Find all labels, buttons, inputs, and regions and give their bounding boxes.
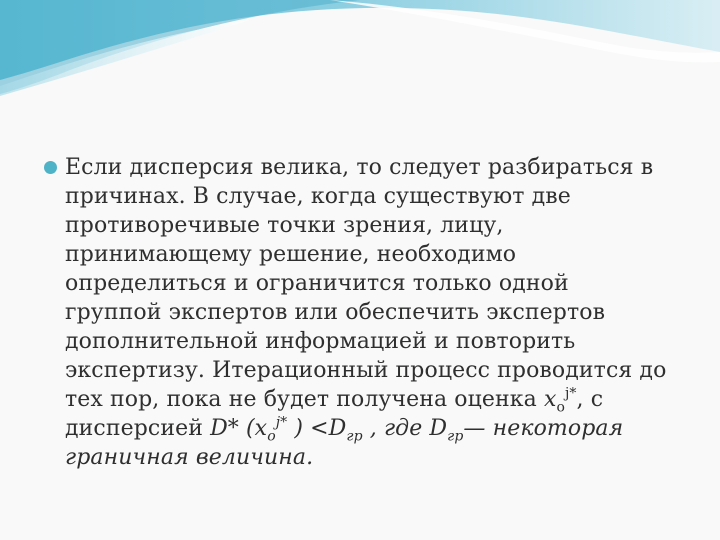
estimate-variable: x [543,387,557,412]
line9-prefix: тех пор, пока не будет получена оценка [65,387,544,412]
text-line [65,385,694,414]
text-line: принимающему решение, необходимо [65,242,517,267]
formula-subscript: o [267,428,276,445]
formula-subscript-gr: гр [346,428,363,445]
text-line [65,414,694,443]
text-line: группой экспертов или обеспечить экспертов [65,300,606,325]
text-line: дополнительной информацией и повторить [65,329,576,354]
header-wave-decoration [0,0,720,110]
estimate-superscript: j* [564,385,577,402]
text-line: Если дисперсия велика, то следует разбираться в [65,155,654,180]
text-line: противоречивые точки зрения, лицу, [65,213,504,238]
dispersion-formula: D* (x [210,416,268,441]
line9-suffix: , с [576,387,604,412]
formula-subscript-gr: гр [447,428,464,445]
line10-prefix: дисперсией [65,416,211,441]
formula-superscript: j* [275,414,288,431]
formula-tail: — некоторая [463,416,624,441]
estimate-subscript: o [556,399,565,416]
text-line: причинах. В случае, когда существуют две [65,184,571,209]
formula-mid: , где D [362,416,448,441]
bullet-icon [44,161,57,174]
text-line: определиться и ограничится только одной [65,271,569,296]
paragraph-text [65,153,694,472]
text-line: граничная величина. [65,445,314,470]
text-line: экспертизу. Итерационный процесс проводится до [65,358,667,383]
bullet-paragraph [44,153,694,472]
formula-close: ) <D [287,416,347,441]
slide-content [44,153,694,472]
